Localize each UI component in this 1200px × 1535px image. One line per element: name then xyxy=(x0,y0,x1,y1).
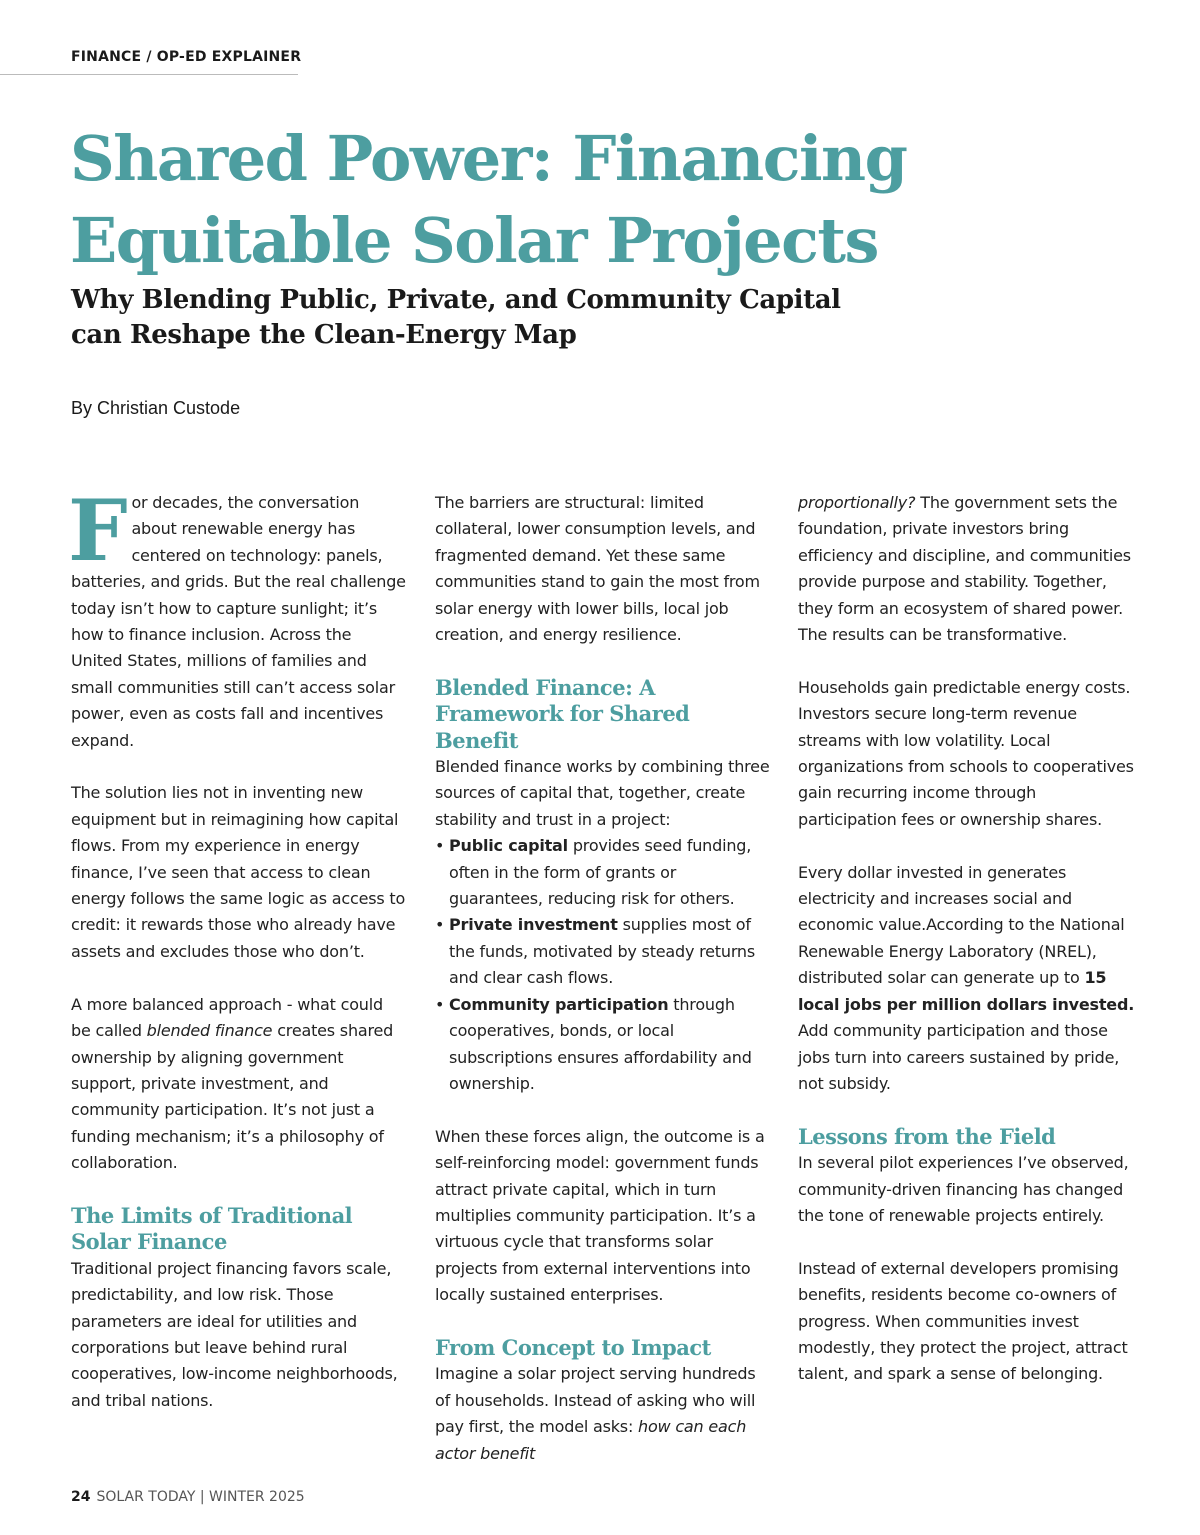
subtitle-line-2: can Reshape the Clean-Energy Map xyxy=(71,320,577,350)
text-run: Every dollar invested in generates electricity and increases social and economic value.According to the National Renewable Energy Laboratory (NREL), distributed solar can generate up to xyxy=(798,862,1125,988)
article-subtitle xyxy=(71,283,971,353)
section-heading: From Concept to Impact xyxy=(435,1334,711,1360)
list-item xyxy=(435,912,771,991)
paragraph xyxy=(798,490,1136,648)
paragraph: In several pilot experiences I’ve observed, community-driven financing has changed the tone of renewable projects entirely. xyxy=(798,1153,1129,1225)
bold-term: Private investment xyxy=(449,915,618,935)
publication-info: SOLAR TODAY | WINTER 2025 xyxy=(96,1489,305,1505)
intro-paragraph xyxy=(68,481,406,754)
paragraph xyxy=(798,860,1136,1098)
emphasis-text: how can each actor benefit xyxy=(435,1417,747,1463)
list-item-text: supplies most of the funds, motivated by steady returns and clear cash flows. xyxy=(449,915,755,988)
section-heading: The Limits of Traditional Solar Finance xyxy=(71,1202,353,1255)
list-item xyxy=(435,833,771,912)
paragraph xyxy=(71,992,406,1177)
capital-sources-list xyxy=(435,833,771,1097)
intro-text: or decades, the conversation about renewable energy has centered on technology: panels, batteries, and grids. But the real challenge today isn’t how to capture sunlight; it’s how to finance inclusion. Across the United States, millions of families and small communities still can’t access solar power, even as costs fall and incentives expand. xyxy=(71,493,406,750)
section-heading: Lessons from the Field xyxy=(798,1123,1056,1149)
paragraph xyxy=(435,1361,771,1467)
list-item-text: provides seed funding, often in the form of grants or guarantees, reducing risk for others. xyxy=(449,836,752,909)
list-item-text: through cooperatives, bonds, or local subscriptions ensures affordability and ownership. xyxy=(449,994,752,1093)
bullet-icon: • xyxy=(435,836,445,856)
page-footer xyxy=(71,1489,305,1505)
paragraph: Blended finance works by combining three sources of capital that, together, create stability and trust in a project: xyxy=(435,757,770,829)
bullet-icon: • xyxy=(435,994,445,1014)
emphasis-text: proportionally? xyxy=(798,493,916,512)
drop-cap: F xyxy=(68,481,128,580)
column-1 xyxy=(68,481,406,1414)
list-item xyxy=(435,992,771,1098)
paragraph: Traditional project financing favors scale, predictability, and low risk. Those parameters are ideal for utilities and corporations but leave behind rural cooperatives, low-income neighborhoods, and tribal nations. xyxy=(71,1258,398,1410)
text-run: creates shared ownership by aligning government support, private investment, and community participation. It’s not just a funding mechanism; it’s a philosophy of collaboration. xyxy=(71,1021,394,1173)
subtitle-line-1: Why Blending Public, Private, and Community Capital xyxy=(71,285,841,315)
paragraph: The solution lies not in inventing new equipment but in reimagining how capital flows. From my experience in energy finance, I’ve seen that access to clean energy follows the same logic as access to credit: it rewards those who already have assets and excludes those who don’t. xyxy=(71,783,406,961)
paragraph: The barriers are structural: limited collateral, lower consumption levels, and fragmented demand. Yet these same communities stand to gain the most from solar energy with lower bills, local job creation, and energy resilience. xyxy=(435,493,760,645)
byline: By Christian Custode xyxy=(71,398,241,418)
paragraph: Instead of external developers promising benefits, residents become co-owners of progress. When communities invest modestly, they protect the project, attract talent, and spark a sense of belonging. xyxy=(798,1258,1128,1384)
page-number: 24 xyxy=(71,1489,91,1505)
paragraph: When these forces align, the outcome is a self-reinforcing model: government funds attract private capital, which in turn multiplies community participation. It’s a virtuous cycle that transforms solar projects from external interventions into locally sustained enterprises. xyxy=(435,1126,765,1305)
bold-term: Public capital xyxy=(449,836,568,856)
column-3 xyxy=(798,490,1136,1388)
section-tag: FINANCE / OP-ED EXPLAINER xyxy=(71,49,302,65)
text-run: A more balanced approach - what could be called xyxy=(71,994,383,1041)
text-run: The government sets the foundation, private investors bring efficiency and discipline, and communities provide purpose and stability. Together, they form an ecosystem of shared power. The results can be transformative. xyxy=(798,493,1131,645)
text-run: Add community participation and those jobs turn into careers sustained by pride, not subsidy. xyxy=(798,1021,1120,1093)
paragraph: Households gain predictable energy costs. Investors secure long-term revenue streams with low volatility. Local organizations from schools to cooperatives gain recurring income through participation fees or ownership shares. xyxy=(798,677,1134,829)
column-2 xyxy=(435,490,771,1467)
text-run: Imagine a solar project serving hundreds of households. Instead of asking who will pay first, the model asks: xyxy=(435,1364,756,1437)
section-heading: Blended Finance: A Framework for Shared Benefit xyxy=(435,674,690,753)
article-title: Shared Power: Financing Equitable Solar Projects xyxy=(70,122,907,277)
emphasis-text: blended finance xyxy=(146,1021,273,1041)
section-divider xyxy=(0,74,298,75)
bold-stat: 15 local jobs per million dollars invested. xyxy=(798,968,1135,1014)
bullet-icon: • xyxy=(435,915,445,935)
bold-term: Community participation xyxy=(449,994,669,1014)
